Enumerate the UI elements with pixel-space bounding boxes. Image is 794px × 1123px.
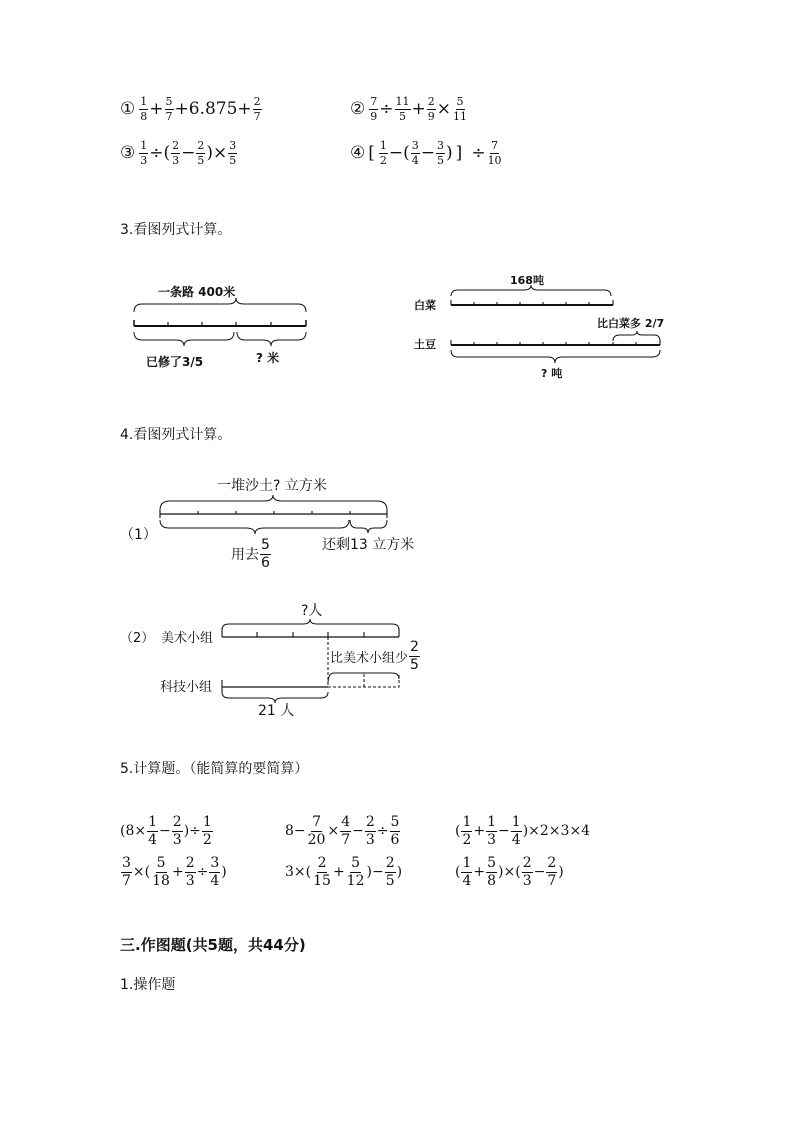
fraction: $\frac{2}{3}$ [172,139,180,167]
cabbage-label: 白菜 [414,299,436,312]
road-done-label: 已修了3/5 [146,355,204,369]
tech-count-label: 21 人 [258,703,295,719]
fraction: $\frac{7}{20}$ [307,814,326,848]
fraction: $\frac{5}{11}$ [453,95,467,123]
fraction: $\frac{2}{5}$ [197,139,205,167]
potato-label: 土豆 [414,338,436,351]
calc-q5-expr-2: 8− $\frac{7}{20}$ × $\frac{4}{7}$ − $\frac{2}{3}$ ÷ $\frac{5}{6}$ [285,814,400,848]
fraction: $\frac{2}{3}$ [522,855,532,889]
fraction: $\frac{7}{10}$ [487,139,502,167]
fraction: $\frac{2}{9}$ [427,95,435,123]
art-group-label: 美术小组 [161,631,214,646]
fraction: $\frac{3}{5}$ [229,139,237,167]
tech-less-part [328,673,399,687]
fraction: $\frac{3}{4}$ [411,139,419,167]
calc-q5-expr-6: ( $\frac{1}{4}$ + $\frac{5}{8}$ )×( $\frac{2}{3}$ − $\frac{2}{7}$ ) [455,855,564,889]
q3-heading: 3.看图列式计算。 [120,222,232,238]
calc-q5-expr-5: 3×( $\frac{2}{15}$ + $\frac{5}{12}$ )− $\frac{2}{5}$ ) [285,855,403,889]
fraction: $\frac{1}{3}$ [487,814,497,848]
tech-brace [222,692,328,703]
fraction: $\frac{5}{18}$ [152,855,170,889]
part3-heading: 三.作图题(共5题，共44分) [120,936,306,954]
fraction: $\frac{5}{12}$ [346,855,365,889]
fraction: $\frac{1}{2}$ [379,139,387,167]
groups-total-label: ?人 [301,603,323,619]
fraction: $\frac{7}{9}$ [370,95,378,123]
fraction: $\frac{2}{5}$ [410,639,419,673]
tech-group-label: 科技小组 [160,680,213,695]
part3-q1: 1.操作题 [120,977,176,993]
fraction: $\frac{1}{4}$ [148,814,158,848]
q5-heading: 5.计算题。（能简算的要简算） [120,761,309,777]
fraction: $\frac{3}{7}$ [122,855,131,889]
road-total-label: 一条路 400米 [158,285,236,299]
fraction: $\frac{1}{4}$ [462,855,472,889]
calc-q5-expr-3: ( $\frac{1}{2}$ + $\frac{1}{3}$ − $\frac{1}{4}$ )×2×3×4 [455,814,591,848]
fraction: $\frac{1}{2}$ [462,814,472,848]
cabbage-total-label: 168吨 [510,274,544,287]
calc-expression-1: ① $\frac{1}{8}$ + $\frac{5}{7}$ + 6.875 + $\frac{2}{7}$ [120,95,261,123]
fraction: $\frac{2}{3}$ [365,814,375,848]
calc-expression-3: ③ $\frac{1}{3}$ ÷ ( $\frac{2}{3}$ − $\frac{2}{5}$ ) × $\frac{3}{5}$ [120,139,237,167]
sand-total-label: 一堆沙土? 立方米 [217,478,327,494]
sand-rest-label: 还剩13 立方米 [322,537,415,553]
fraction: $\frac{5}{6}$ [261,537,270,571]
potato-more-label: 比白菜多 2/7 [597,317,665,330]
fraction: $\frac{2}{5}$ [385,855,395,889]
fraction: $\frac{3}{5}$ [437,139,445,167]
less-label: 比美术小组少 $\frac{2}{5}$ [330,639,419,673]
road-rest-label: ? 米 [256,351,280,365]
fraction: $\frac{5}{6}$ [390,814,400,848]
fraction: $\frac{2}{15}$ [313,855,331,889]
fraction: $\frac{4}{7}$ [341,814,351,848]
potato-total-label: ? 吨 [541,367,563,380]
fraction: $\frac{1}{8}$ [140,95,148,123]
art-top-brace [222,619,399,630]
part1-number: （1） [120,527,157,543]
fraction: $\frac{5}{8}$ [487,855,497,889]
fraction: $\frac{2}{3}$ [185,855,195,889]
fraction: $\frac{11}{5}$ [395,95,410,123]
fraction: $\frac{2}{3}$ [172,814,182,848]
sand-used-label: 用去 $\frac{5}{6}$ [231,537,270,571]
calc-q5-expr-1: (8× $\frac{1}{4}$ − $\frac{2}{3}$ )÷ $\frac{1}{2}$ [120,814,212,848]
calc-q5-expr-4: $\frac{3}{7}$ ×( $\frac{5}{18}$ + $\frac{2}{3}$ ÷ $\frac{3}{4}$ ) [122,855,227,889]
calc-expression-4: ④ [ $\frac{1}{2}$ − ( $\frac{3}{4}$ − $\frac{3}{5}$ ) ] ÷ $\frac{7}{10}$ [350,139,502,167]
fraction: $\frac{1}{3}$ [140,139,148,167]
calc-expression-2: ② $\frac{7}{9}$ ÷ $\frac{11}{5}$ + $\frac{2}{9}$ × $\frac{5}{11}$ [350,95,467,123]
fraction: $\frac{1}{4}$ [511,814,521,848]
fraction: $\frac{5}{7}$ [165,95,173,123]
fraction: $\frac{3}{4}$ [210,855,220,889]
fraction: $\frac{1}{2}$ [202,814,212,848]
fraction: $\frac{2}{7}$ [253,95,261,123]
part2-number: （2） [120,631,155,646]
q4-heading: 4.看图列式计算。 [120,427,232,443]
fraction: $\frac{2}{7}$ [547,855,557,889]
